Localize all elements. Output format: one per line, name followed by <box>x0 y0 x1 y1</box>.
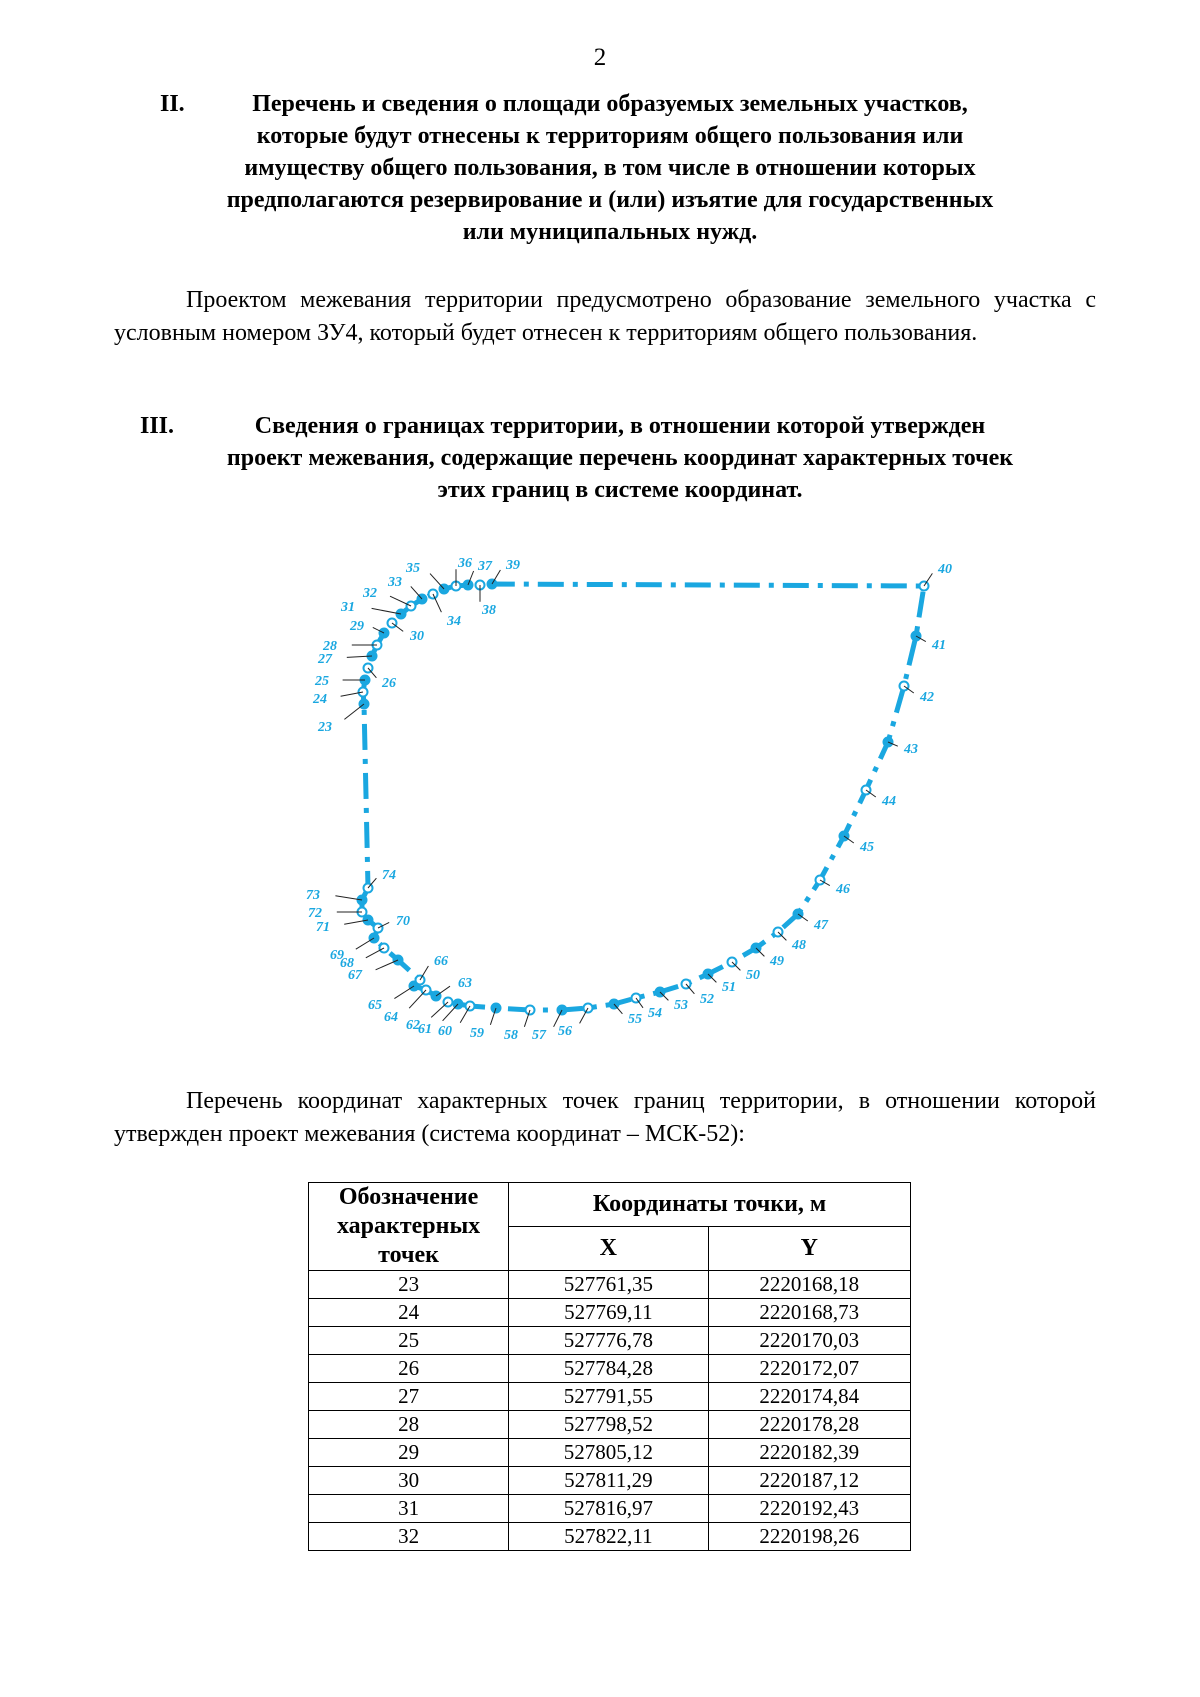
table-row <box>309 1327 911 1355</box>
boundary-point-leader <box>366 948 384 958</box>
table-row <box>309 1439 911 1467</box>
cell-y: 2220172,07 <box>708 1355 910 1383</box>
section-2-numeral: II. <box>160 91 185 117</box>
cell-x: 527776,78 <box>509 1327 708 1355</box>
boundary-point-label: 25 <box>315 674 329 689</box>
boundary-point-label: 50 <box>746 968 760 983</box>
boundary-point-label: 30 <box>410 629 424 644</box>
boundary-point-label: 53 <box>674 998 688 1013</box>
boundary-point-leader <box>356 938 374 949</box>
table-row <box>309 1411 911 1439</box>
header-y: Y <box>708 1227 910 1271</box>
boundary-point-label: 49 <box>770 954 784 969</box>
paragraph-coordinates-intro <box>114 1085 1096 1151</box>
boundary-point-label: 58 <box>504 1028 518 1043</box>
boundary-point-leader <box>431 1002 448 1017</box>
boundary-point-label: 72 <box>308 906 322 921</box>
cell-point: 32 <box>309 1523 509 1551</box>
paragraph-coordinates-text: Перечень координат характерных точек границ территории, в отношении которой утвержден проект межевания (система координат – МСК-52): <box>114 1088 1096 1147</box>
section-3-line: Сведения о границах территории, в отношении которой утвержден <box>254 413 986 439</box>
boundary-point-leader <box>430 574 444 589</box>
cell-y: 2220174,84 <box>708 1383 910 1411</box>
boundary-point-label: 37 <box>478 559 492 574</box>
boundary-point-label: 42 <box>920 690 934 705</box>
boundary-map-layer <box>306 556 952 1043</box>
boundary-point-leader <box>376 960 398 970</box>
boundary-point-label: 54 <box>648 1006 662 1021</box>
boundary-point-label: 65 <box>368 998 382 1013</box>
boundary-point-label: 64 <box>384 1010 398 1025</box>
boundary-point-label: 24 <box>313 692 327 707</box>
boundary-point-label: 61 <box>418 1022 432 1037</box>
boundary-point-label: 40 <box>938 562 952 577</box>
boundary-point-label: 23 <box>318 720 332 735</box>
boundary-point-label: 31 <box>341 600 355 615</box>
cell-x: 527805,12 <box>509 1439 708 1467</box>
cell-y: 2220182,39 <box>708 1439 910 1467</box>
boundary-point-label: 33 <box>388 575 402 590</box>
boundary-point-label: 70 <box>396 914 410 929</box>
cell-x: 527822,11 <box>509 1523 708 1551</box>
boundary-point-label: 63 <box>458 976 472 991</box>
cell-y: 2220198,26 <box>708 1523 910 1551</box>
section-2-line: имуществу общего пользования, в том числе в отношении которых <box>244 155 976 181</box>
boundary-point-leader <box>394 986 414 999</box>
cell-x: 527816,97 <box>509 1495 708 1523</box>
section-2-line: которые будут отнесены к территориям общего пользования или <box>256 123 964 149</box>
boundary-point-leader <box>344 704 364 719</box>
coordinates-table <box>308 1182 911 1551</box>
cell-y: 2220192,43 <box>708 1495 910 1523</box>
table-row <box>309 1467 911 1495</box>
header-coordinates: Координаты точки, м <box>509 1183 911 1227</box>
boundary-point-label: 43 <box>904 742 918 757</box>
boundary-point-label: 32 <box>363 586 377 601</box>
cell-point: 28 <box>309 1411 509 1439</box>
boundary-point-leader <box>411 586 422 599</box>
boundary-point-label: 44 <box>882 794 896 809</box>
cell-x: 527769,11 <box>509 1299 708 1327</box>
boundary-point-label: 71 <box>316 920 330 935</box>
boundary-point-label: 45 <box>860 840 874 855</box>
boundary-point-label: 52 <box>700 992 714 1007</box>
cell-x: 527784,28 <box>509 1355 708 1383</box>
section-2-line: предполагаются резервирование и (или) изъятие для государственных <box>226 187 994 213</box>
boundary-point-label: 47 <box>814 918 828 933</box>
cell-y: 2220168,73 <box>708 1299 910 1327</box>
cell-y: 2220187,12 <box>708 1467 910 1495</box>
cell-point: 23 <box>309 1271 509 1299</box>
table-row <box>309 1495 911 1523</box>
boundary-point-label: 60 <box>438 1024 452 1039</box>
boundary-point-label: 55 <box>628 1012 642 1027</box>
boundary-point-label: 67 <box>348 968 362 983</box>
section-3-line: проект межевания, содержащие перечень координат характерных точек <box>226 445 1014 471</box>
table-row <box>309 1383 911 1411</box>
boundary-point-label: 46 <box>836 882 850 897</box>
cell-point: 25 <box>309 1327 509 1355</box>
boundary-point-label: 35 <box>406 561 420 576</box>
cell-y: 2220178,28 <box>708 1411 910 1439</box>
boundary-point-leader <box>390 596 411 606</box>
table-row <box>309 1299 911 1327</box>
section-2-line: или муниципальных нужд. <box>462 219 758 245</box>
table-row <box>309 1271 911 1299</box>
cell-point: 31 <box>309 1495 509 1523</box>
cell-point: 27 <box>309 1383 509 1411</box>
section-2-line: Перечень и сведения о площади образуемых земельных участков, <box>252 91 968 117</box>
cell-y: 2220170,03 <box>708 1327 910 1355</box>
cell-x: 527811,29 <box>509 1467 708 1495</box>
boundary-point-label: 62 <box>406 1018 420 1033</box>
boundary-point-label: 39 <box>506 558 520 573</box>
boundary-point-leader <box>460 1006 470 1023</box>
boundary-point-label: 34 <box>447 614 461 629</box>
boundary-point-label: 56 <box>558 1024 572 1039</box>
section-3-line: этих границ в системе координат. <box>437 477 803 503</box>
boundary-point-label: 28 <box>323 639 337 654</box>
boundary-point-label: 57 <box>532 1028 546 1043</box>
table-row <box>309 1523 911 1551</box>
cell-x: 527761,35 <box>509 1271 708 1299</box>
boundary-point-label: 48 <box>792 938 806 953</box>
boundary-line <box>362 584 924 1010</box>
boundary-point-label: 59 <box>470 1026 484 1041</box>
boundary-point-label: 66 <box>434 954 448 969</box>
boundary-point-label: 69 <box>330 948 344 963</box>
boundary-point-leader <box>409 990 426 1008</box>
header-x: X <box>509 1227 708 1271</box>
section-3-numeral: III. <box>140 413 175 439</box>
table-row <box>309 1355 911 1383</box>
boundary-point-label: 27 <box>318 652 332 667</box>
cell-point: 30 <box>309 1467 509 1495</box>
boundary-point-label: 51 <box>722 980 736 995</box>
boundary-point-label: 36 <box>458 556 472 571</box>
boundary-point-label: 73 <box>306 888 320 903</box>
boundary-point-label: 29 <box>350 619 364 634</box>
paragraph-zu4-text: Проектом межевания территории предусмотрено образование земельного участка с условным номером ЗУ4, который будет отнесен к территориям общего пользования. <box>114 287 1096 346</box>
boundary-point-label: 26 <box>382 676 396 691</box>
cell-y: 2220168,18 <box>708 1271 910 1299</box>
page-number: 2 <box>593 44 607 71</box>
boundary-point-label: 74 <box>382 868 396 883</box>
cell-point: 26 <box>309 1355 509 1383</box>
cell-x: 527791,55 <box>509 1383 708 1411</box>
header-point-designation: Обозначение характерных точек <box>309 1183 509 1271</box>
cell-x: 527798,52 <box>509 1411 708 1439</box>
boundary-point-label: 41 <box>932 638 946 653</box>
cell-point: 29 <box>309 1439 509 1467</box>
cell-point: 24 <box>309 1299 509 1327</box>
boundary-point-label: 68 <box>340 956 354 971</box>
boundary-point-label: 38 <box>482 603 496 618</box>
